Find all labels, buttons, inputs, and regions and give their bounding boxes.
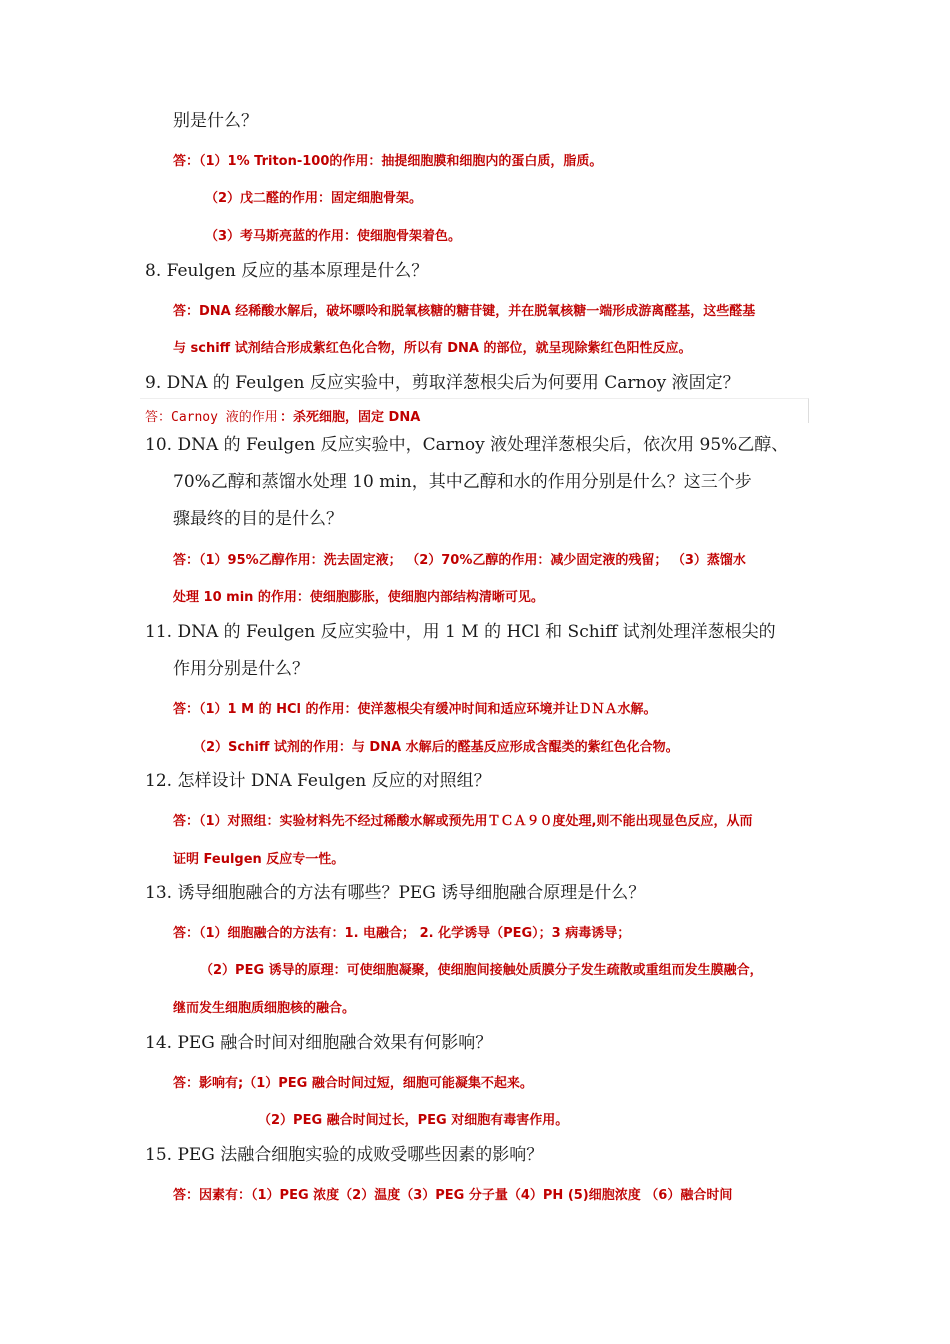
answer-12-line-2: 证明 Feulgen 反应专一性。 <box>173 852 345 867</box>
question-10-line-2: 70%乙醇和蒸馏水处理 10 min，其中乙醇和水的作用分别是什么？这三个步 <box>173 472 752 492</box>
answer-8-line-2: 与 schiff 试剂结合形成紫红色化合物，所以有 DNA 的部位，就呈现除紫红色阳性反应。 <box>173 341 692 356</box>
answer-7-line-3: （3）考马斯亮蓝的作用：使细胞骨架着色。 <box>205 229 462 244</box>
answer-14-line-2: （2）PEG 融合时间过长，PEG 对细胞有毒害作用。 <box>258 1113 569 1128</box>
answer-7-line-2: （2）戊二醛的作用：固定细胞骨架。 <box>205 191 423 206</box>
answer-10-line-2: 处理 10 min 的作用：使细胞膨胀，使细胞内部结构清晰可见。 <box>173 590 544 605</box>
question-10-line-1: 10. DNA 的 Feulgen 反应实验中，Carnoy 液处理洋葱根尖后，依次用 95%乙醇、 <box>145 435 789 455</box>
answer-13-line-1: 答：（1）细胞融合的方法有：1. 电融合； 2. 化学诱导（PEG）；3 病毒诱导； <box>173 926 631 941</box>
answer-15-line-1: 答：因素有：（1）PEG 浓度（2）温度（3）PEG 分子量（4）PH (5)细胞浓度 （6）融合时间 <box>173 1188 733 1203</box>
answer-7-line-1: 答：（1）1% Triton-100的作用：抽提细胞膜和细胞内的蛋白质，脂质。 <box>173 154 603 169</box>
answer-11-line-1: 答：（1）1 M 的 HCl 的作用：使洋葱根尖有缓冲时间和适应环境并让ＤＮＡ水解。 <box>173 702 657 717</box>
question-8: 8. Feulgen 反应的基本原理是什么？ <box>145 261 429 281</box>
question-7-continuation: 别是什么？ <box>173 111 258 131</box>
question-15: 15. PEG 法融合细胞实验的成败受哪些因素的影响？ <box>145 1145 544 1165</box>
question-12: 12. 怎样设计 DNA Feulgen 反应的对照组？ <box>145 771 491 791</box>
answer-10-line-1: 答：（1）95%乙醇作用：洗去固定液； （2）70%乙醇的作用：减少固定液的残留； （3）蒸馏水 <box>173 553 746 568</box>
answer-14-line-1: 答：影响有;（1）PEG 融合时间过短，细胞可能凝集不起来。 <box>173 1076 533 1091</box>
question-10-line-3: 骤最终的目的是什么？ <box>173 509 343 529</box>
answer-13-line-3: 继而发生细胞质细胞核的融合。 <box>173 1001 356 1016</box>
question-11-line-1: 11. DNA 的 Feulgen 反应实验中，用 1 M 的 HCl 和 Schiff 试剂处理洋葱根尖的 <box>145 622 776 642</box>
answer-11-line-2: （2）Schiff 试剂的作用：与 DNA 水解后的醛基反应形成含醌类的紫红色化合物。 <box>193 740 679 755</box>
question-14: 14. PEG 融合时间对细胞融合效果有何影响？ <box>145 1033 493 1053</box>
answer-8-line-1: 答：DNA 经稀酸水解后，破坏嘌呤和脱氧核糖的糖苷键，并在脱氧核糖一端形成游离醛基，这些醛基 <box>173 304 756 319</box>
answer-12-line-1: 答：（1）对照组：实验材料先不经过稀酸水解或预先用ＴＣＡ９０度处理,则不能出现显色反应，从而 <box>173 814 753 829</box>
answer-9-label: 答：Carnoy 液的作用 <box>145 410 278 425</box>
answer-9-text: ：杀死细胞，固定 DNA <box>280 410 421 425</box>
answer-13-line-2: （2）PEG 诱导的原理：可使细胞凝聚，使细胞间接触处质膜分子发生疏散或重组而发生膜融合， <box>200 963 763 978</box>
question-13: 13. 诱导细胞融合的方法有哪些？PEG 诱导细胞融合原理是什么？ <box>145 883 646 903</box>
question-9: 9. DNA 的 Feulgen 反应实验中，剪取洋葱根尖后为何要用 Carnoy 液固定？ <box>145 373 740 393</box>
question-11-line-2: 作用分别是什么？ <box>173 659 309 679</box>
